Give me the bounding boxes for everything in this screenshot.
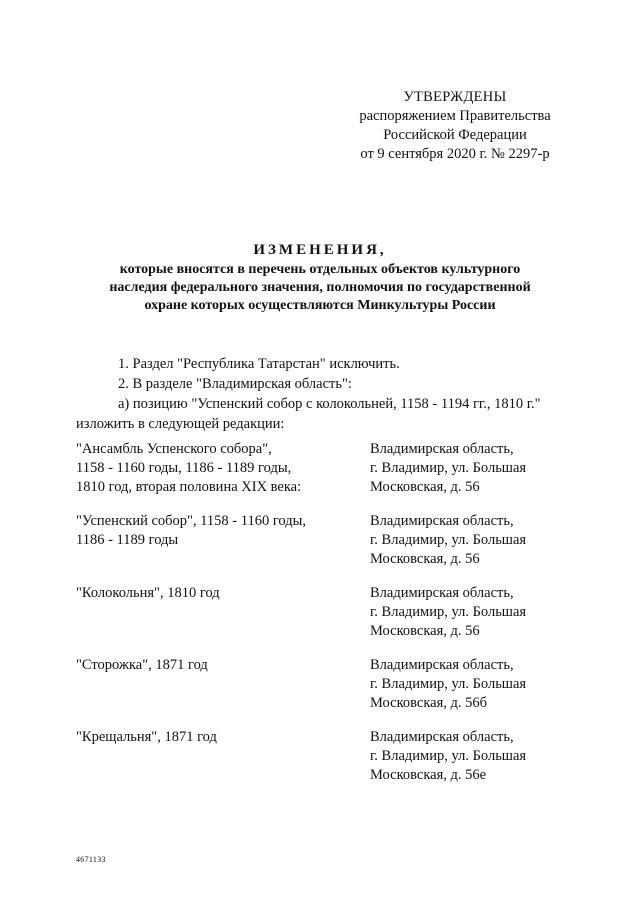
object-address xyxy=(370,584,596,641)
address-line: Владимирская область, xyxy=(370,729,514,745)
paragraph-2: 2. В разделе "Владимирская область": xyxy=(118,376,352,392)
object-name-line: 1158 - 1160 годы, 1186 - 1189 годы, xyxy=(76,460,292,476)
list-item xyxy=(76,584,596,656)
document-number: 4671133 xyxy=(76,855,106,864)
body-text xyxy=(76,354,596,434)
object-name-line: "Крещальня", 1871 год xyxy=(76,729,217,745)
approval-line-3: Российской Федерации xyxy=(383,127,527,143)
approval-line-4: от 9 сентября 2020 г. № 2297-р xyxy=(360,146,550,162)
object-address xyxy=(370,512,596,569)
address-line: Московская, д. 56б xyxy=(370,695,488,711)
object-name xyxy=(76,728,366,747)
address-line: г. Владимир, ул. Большая xyxy=(370,604,527,620)
object-name xyxy=(76,584,366,603)
address-line: Московская, д. 56 xyxy=(370,551,480,567)
object-name-line: 1810 год, вторая половина XIX века: xyxy=(76,479,302,495)
approval-line-2: распоряжением Правительства xyxy=(359,108,551,124)
address-line: Владимирская область, xyxy=(370,585,514,601)
address-line: Владимирская область, xyxy=(370,441,514,457)
document-heading xyxy=(60,240,580,315)
object-name-line: "Ансамбль Успенского собора", xyxy=(76,441,272,457)
heading-subtitle xyxy=(60,261,580,315)
paragraph-3: а) позицию "Успенский собор с колокольней, 1158 - 1194 гг., 1810 г." xyxy=(118,396,541,412)
heading-subtitle-line: охране которых осуществляются Минкультуры России xyxy=(144,298,496,313)
object-name-line: "Колокольня", 1810 год xyxy=(76,585,220,601)
address-line: Московская, д. 56 xyxy=(370,623,480,639)
object-name-line: 1186 - 1189 годы xyxy=(76,532,179,548)
object-address xyxy=(370,656,596,713)
address-line: г. Владимир, ул. Большая xyxy=(370,748,527,764)
object-address xyxy=(370,728,596,785)
list-item xyxy=(76,440,596,512)
approval-title: УТВЕРЖДЕНЫ xyxy=(403,89,507,105)
object-name-line: "Сторожка", 1871 год xyxy=(76,657,208,673)
address-line: Владимирская область, xyxy=(370,657,514,673)
heading-title: ИЗМЕНЕНИЯ, xyxy=(253,242,387,258)
address-line: Московская, д. 56 xyxy=(370,479,480,495)
object-name xyxy=(76,512,366,550)
paragraph-4: изложить в следующей редакции: xyxy=(76,416,285,432)
list-item xyxy=(76,728,596,800)
address-line: г. Владимир, ул. Большая xyxy=(370,676,527,692)
heading-subtitle-line: которые вносятся в перечень отдельных объектов культурного xyxy=(119,262,521,277)
object-address xyxy=(370,440,596,497)
address-line: Владимирская область, xyxy=(370,513,514,529)
approval-block xyxy=(320,88,590,164)
paragraph-1: 1. Раздел "Республика Татарстан" исключить. xyxy=(118,356,400,372)
address-line: Московская, д. 56е xyxy=(370,767,487,783)
address-line: г. Владимир, ул. Большая xyxy=(370,532,527,548)
list-item xyxy=(76,656,596,728)
list-item xyxy=(76,512,596,584)
object-name-line: "Успенский собор", 1158 - 1160 годы, xyxy=(76,513,306,529)
address-line: г. Владимир, ул. Большая xyxy=(370,460,527,476)
entries-list xyxy=(76,440,596,800)
object-name xyxy=(76,656,366,675)
heading-subtitle-line: наследия федерального значения, полномочия по государственной xyxy=(109,280,531,295)
object-name xyxy=(76,440,366,497)
